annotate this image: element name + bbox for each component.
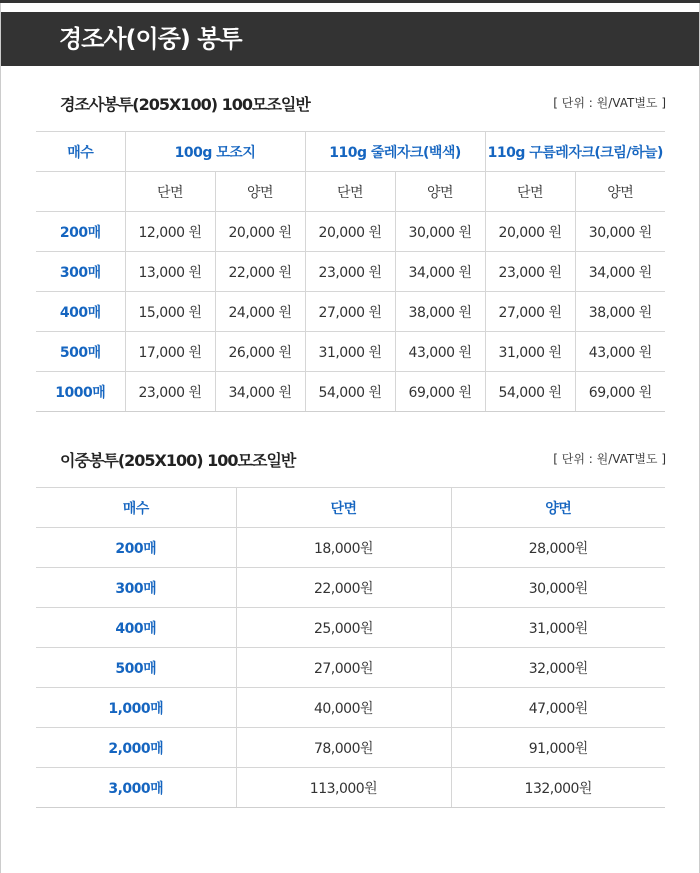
- header-double: 양면: [451, 488, 665, 528]
- table-row: [36, 528, 665, 568]
- title-banner: [1, 12, 699, 66]
- subheader-cell: 단면: [305, 172, 395, 212]
- table-header-row: [36, 132, 665, 172]
- qty-cell: 400매: [36, 292, 125, 332]
- table-row: [36, 372, 665, 412]
- subheader-cell: 단면: [125, 172, 215, 212]
- price-cell: 38,000 원: [395, 292, 485, 332]
- price-cell: 69,000 원: [575, 372, 665, 412]
- price-cell: 113,000원: [236, 768, 451, 808]
- price-cell: 27,000원: [236, 648, 451, 688]
- price-cell: 23,000 원: [125, 372, 215, 412]
- table-row: [36, 332, 665, 372]
- price-cell: 22,000원: [236, 568, 451, 608]
- price-cell: 31,000 원: [305, 332, 395, 372]
- subheader-empty: [36, 172, 125, 212]
- price-cell: 40,000원: [236, 688, 451, 728]
- qty-cell: 1,000매: [36, 688, 236, 728]
- price-cell: 20,000 원: [215, 212, 305, 252]
- header-paper2: 110g 줄레자크(백색): [305, 132, 485, 172]
- qty-cell: 500매: [36, 332, 125, 372]
- price-cell: 34,000 원: [575, 252, 665, 292]
- section2-unit: [ 단위 : 원/VAT별도 ]: [553, 452, 666, 466]
- price-cell: 38,000 원: [575, 292, 665, 332]
- price-cell: 24,000 원: [215, 292, 305, 332]
- price-table-double-envelope: [36, 487, 665, 808]
- page-title: 경조사(이중) 봉투: [59, 25, 242, 53]
- price-cell: 54,000 원: [305, 372, 395, 412]
- price-cell: 23,000 원: [305, 252, 395, 292]
- price-cell: 30,000원: [451, 568, 665, 608]
- section2-title: 이중봉투(205X100) 100모조일반: [60, 451, 296, 470]
- table-header-row: [36, 488, 665, 528]
- qty-cell: 200매: [36, 212, 125, 252]
- table-row: [36, 768, 665, 808]
- subheader-cell: 양면: [395, 172, 485, 212]
- header-qty: 매수: [36, 132, 125, 172]
- price-cell: 34,000 원: [395, 252, 485, 292]
- table-subheader-row: [36, 172, 665, 212]
- price-cell: 132,000원: [451, 768, 665, 808]
- table-row: [36, 648, 665, 688]
- header-qty: 매수: [36, 488, 236, 528]
- price-cell: 22,000 원: [215, 252, 305, 292]
- header-paper1: 100g 모조지: [125, 132, 305, 172]
- price-cell: 43,000 원: [395, 332, 485, 372]
- section1-unit: [ 단위 : 원/VAT별도 ]: [553, 96, 666, 110]
- price-cell: 32,000원: [451, 648, 665, 688]
- table-row: [36, 252, 665, 292]
- top-border: [0, 0, 700, 3]
- price-cell: 28,000원: [451, 528, 665, 568]
- subheader-cell: 양면: [215, 172, 305, 212]
- qty-cell: 1000매: [36, 372, 125, 412]
- qty-cell: 2,000매: [36, 728, 236, 768]
- price-cell: 12,000 원: [125, 212, 215, 252]
- price-cell: 15,000 원: [125, 292, 215, 332]
- price-table-envelope: [36, 131, 665, 412]
- price-cell: 23,000 원: [485, 252, 575, 292]
- qty-cell: 300매: [36, 568, 236, 608]
- price-cell: 69,000 원: [395, 372, 485, 412]
- price-cell: 31,000원: [451, 608, 665, 648]
- qty-cell: 400매: [36, 608, 236, 648]
- qty-cell: 300매: [36, 252, 125, 292]
- qty-cell: 500매: [36, 648, 236, 688]
- price-cell: 18,000원: [236, 528, 451, 568]
- price-cell: 20,000 원: [305, 212, 395, 252]
- price-cell: 27,000 원: [485, 292, 575, 332]
- table-row: [36, 212, 665, 252]
- price-cell: 91,000원: [451, 728, 665, 768]
- subheader-cell: 단면: [485, 172, 575, 212]
- price-cell: 43,000 원: [575, 332, 665, 372]
- price-cell: 78,000원: [236, 728, 451, 768]
- price-cell: 30,000 원: [395, 212, 485, 252]
- section1-title: 경조사봉투(205X100) 100모조일반: [60, 95, 310, 114]
- price-cell: 31,000 원: [485, 332, 575, 372]
- qty-cell: 200매: [36, 528, 236, 568]
- price-cell: 47,000원: [451, 688, 665, 728]
- price-cell: 13,000 원: [125, 252, 215, 292]
- price-cell: 26,000 원: [215, 332, 305, 372]
- price-cell: 54,000 원: [485, 372, 575, 412]
- price-cell: 30,000 원: [575, 212, 665, 252]
- price-cell: 25,000원: [236, 608, 451, 648]
- price-cell: 17,000 원: [125, 332, 215, 372]
- header-single: 단면: [236, 488, 451, 528]
- table-row: [36, 292, 665, 332]
- price-cell: 20,000 원: [485, 212, 575, 252]
- header-paper3: 110g 구름레자크(크림/하늘): [485, 132, 665, 172]
- subheader-cell: 양면: [575, 172, 665, 212]
- price-cell: 27,000 원: [305, 292, 395, 332]
- table-row: [36, 608, 665, 648]
- qty-cell: 3,000매: [36, 768, 236, 808]
- table-row: [36, 688, 665, 728]
- price-cell: 34,000 원: [215, 372, 305, 412]
- table-row: [36, 728, 665, 768]
- table-row: [36, 568, 665, 608]
